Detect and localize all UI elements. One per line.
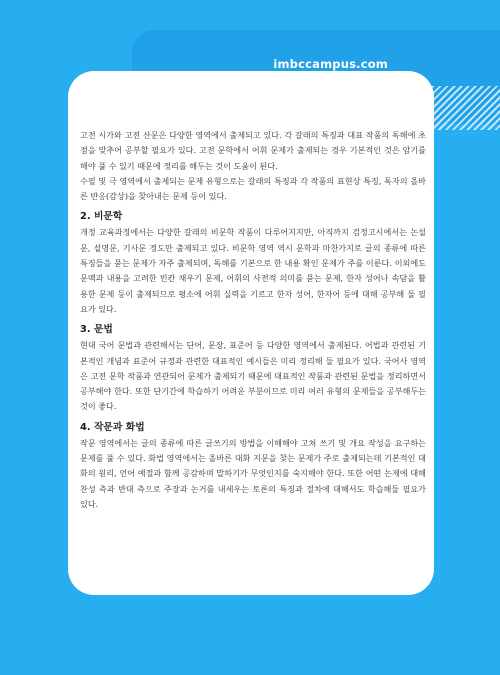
section-heading-grammar: 3. 문법 (80, 324, 113, 336)
intro-paragraph: 수필 및 극 영역에서 출제되는 문제 유형으로는 갈래의 특징과 각 작품의 표현상 특징, 독자의 올바른 반응(감상)을 찾아내는 문제 등이 있다. (80, 175, 426, 202)
section-heading-writing-speech: 4. 작문과 화법 (80, 421, 145, 433)
section-body-nonfiction: 개정 교육과정에서는 다양한 갈래의 비문학 작품이 다루어지지만, 아직까지 검정고시에서는 논설문, 설명문, 기사문 정도만 출제되고 있다. 비문학 영역 역시 문학과 마찬가지로 글의 종류에 따른 특징들을 묻는 문제가 자주 출제되며, 독해를 기본으로 한 내용 확인 문제가 주를 이룬다. 이외에도 문맥과 내용을 고려한 빈칸 채우기 문제, 어휘의 사전적 의미를 묻는 문제, 한자 성어나 속담을 활용한 문제 등이 출제되므로 평소에 어휘 실력을 기르고 한자 성어, 한자어 등에 대해 공부해 둘 필요가 있다. (80, 227, 426, 314)
section-body-grammar: 현대 국어 문법과 관련해서는 단어, 문장, 표준어 등 다양한 영역에서 출제된다. 어법과 관련된 기본적인 개념과 표준어 규정과 관련한 대표적인 예시들은 미리 정리해 둘 필요가 있다. 국어사 영역은 고전 문학 작품과 연관되어 문제가 출제되기 때문에 대표적인 작품과 관련된 문법을 정리하면서 공부해야 한다. 또한 단기간에 학습하기 어려운 부분이므로 미리 여러 유형의 문제들을 공부해두는 것이 좋다. (80, 340, 426, 412)
section-body-writing-speech: 작문 영역에서는 글의 종류에 따른 글쓰기의 방법을 이해해야 고쳐 쓰기 및 개요 작성을 요구하는 문제를 풀 수 있다. 화법 영역에서는 올바른 대화 지문을 찾는 문제가 주로 출제되는데 기본적인 대화의 원리, 언어 예절과 함께 공감하며 말하기가 무엇인지를 숙지해야 한다. 또한 어떤 논제에 대해 찬성 측과 반대 측으로 주장과 논거를 내세우는 토론의 특징과 절차에 대해서도 학습해둘 필요가 있다. (80, 437, 426, 509)
decorative-stripes (432, 86, 500, 130)
study-guide-text (80, 128, 426, 512)
section-heading-nonfiction: 2. 비문학 (80, 211, 123, 223)
site-url: imbccampus.com (273, 57, 388, 71)
intro-paragraph: 고전 시가와 고전 산문은 다양한 영역에서 출제되고 있다. 각 갈래의 특징과 대표 작품의 독해에 초점을 맞추어 공부할 필요가 있다. 고전 문학에서 어휘 문제가 출제되는 경우 기본적인 것은 암기를 해야 풀 수 있기 때문에 정리를 해두는 것이 도움이 된다. (80, 130, 426, 171)
